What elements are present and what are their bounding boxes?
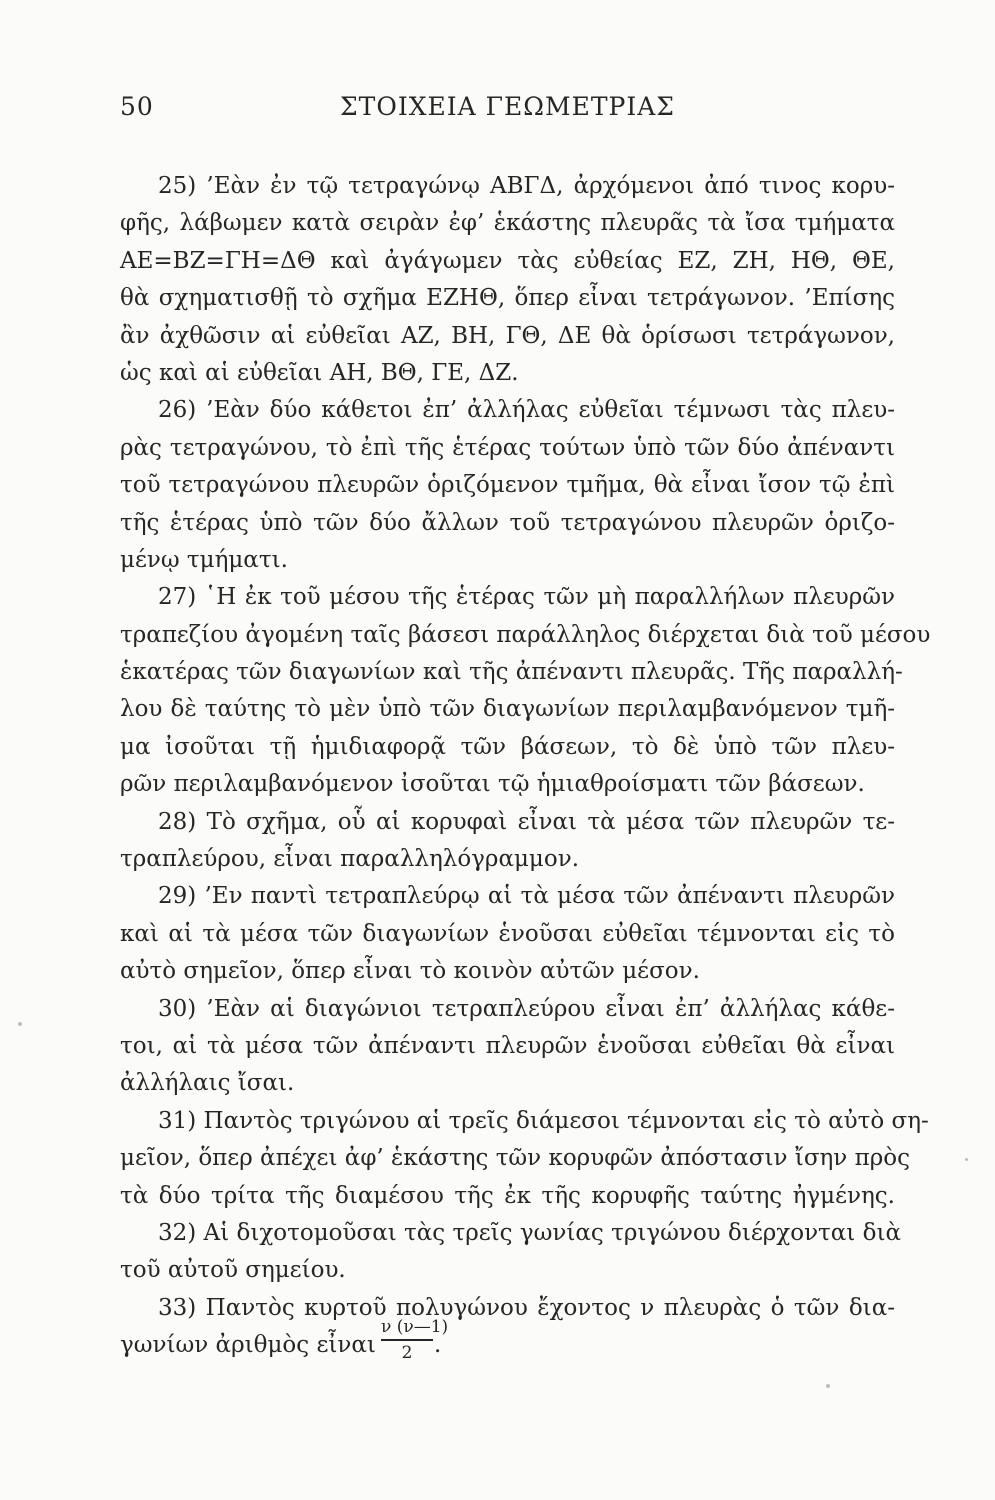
body-text: [120, 168, 931, 1365]
text-line: 28) Τὸ σχῆμα, οὗ αἱ κορυφαὶ εἶναι τὰ μέσα τῶν πλευρῶν τε-: [158, 808, 895, 835]
text-line: 32) Αἱ διχοτομοῦσαι τὰς τρεῖς γωνίας τριγώνου διέρχονται διὰ: [158, 1219, 902, 1246]
text-line: 27) ῾Η ἐκ τοῦ μέσου τῆς ἑτέρας τῶν μὴ παραλλήλων πλευρῶν: [158, 584, 895, 611]
text-line: τοι, αἱ τὰ μέσα τῶν ἀπέναντι πλευρῶν ἑνοῦσαι εὐθεῖαι θὰ εἶναι: [120, 1032, 895, 1059]
text-line: τραπεζίου ἀγομένη ταῖς βάσεσι παράλληλος διέρχεται διὰ τοῦ μέσου: [120, 621, 931, 648]
text-line: 29) ’Εν παντὶ τετραπλεύρῳ αἱ τὰ μέσα τῶν ἀπέναντι πλευρῶν: [158, 883, 895, 910]
text-line: θὰ σχηματισθῇ τὸ σχῆμα ΕΖΗΘ, ὅπερ εἶναι τετράγωνον. ’Επίσης: [120, 285, 895, 312]
text-line: τοῦ τετραγώνου πλευρῶν ὁριζόμενον τμῆμα, θὰ εἶναι ἴσον τῷ ἐπὶ: [120, 472, 895, 499]
text-line: τοῦ αὐτοῦ σημείου.: [120, 1257, 346, 1284]
paper-speck: [826, 1384, 830, 1388]
text-line: ἂν ἀχθῶσιν αἱ εὐθεῖαι ΑΖ, ΒΗ, ΓΘ, ΔΕ θὰ ὁρίσωσι τετράγωνον,: [120, 322, 895, 349]
page-number: 50: [120, 92, 154, 121]
text-line: 31) Παντὸς τριγώνου αἱ τρεῖς διάμεσοι τέμνονται εἰς τὸ αὐτὸ ση-: [158, 1107, 929, 1134]
text-line: ΑΕ=ΒΖ=ΓΗ=ΔΘ καὶ ἀγάγωμεν τὰς εὐθείας ΕΖ, ΖΗ, ΗΘ, ΘΕ,: [120, 247, 895, 274]
page-header: [0, 92, 995, 132]
text-line: ὡς καὶ αἱ εὐθεῖαι ΑΗ, ΒΘ, ΓΕ, ΔΖ.: [120, 359, 519, 386]
text-line: τραπλεύρου, εἶναι παραλληλόγραμμον.: [120, 846, 580, 873]
text-line: 30) ’Εὰν αἱ διαγώνιοι τετραπλεύρου εἶναι ἐπ’ ἀλλήλας κάθε-: [158, 995, 895, 1022]
formula-denominator: 2: [401, 1343, 413, 1364]
text-line: μα ἰσοῦται τῇ ἡμιδιαφορᾷ τῶν βάσεων, τὸ δὲ ὑπὸ τῶν πλευ-: [120, 733, 895, 760]
text-line: ἀλλήλαις ἴσαι.: [120, 1070, 295, 1097]
text-line: μεῖον, ὅπερ ἀπέχει ἀφ’ ἑκάστης τῶν κορυφῶν ἀπόστασιν ἴσην πρὸς: [120, 1145, 910, 1172]
paper-speck: [965, 1158, 968, 1161]
text-line: ἑκατέρας τῶν διαγωνίων καὶ τῆς ἀπέναντι πλευρᾶς. Τῆς παραλλή-: [120, 659, 903, 686]
formula-period: .: [434, 1332, 442, 1359]
text-line: 33) Παντὸς κυρτοῦ πολυγώνου ἔχοντος ν πλευρὰς ὁ τῶν δια-: [158, 1294, 895, 1321]
text-line: ρῶν περιλαμβανόμενον ἰσοῦται τῷ ἡμιαθροίσματι τῶν βάσεων.: [120, 771, 865, 798]
text-line: φῆς, λάβωμεν κατὰ σειρὰν ἐφ’ ἑκάστης πλευρᾶς τὰ ἴσα τμήματα: [120, 210, 895, 237]
paper-speck: [18, 1022, 22, 1026]
text-line: τὰ δύο τρίτα τῆς διαμέσου τῆς ἐκ τῆς κορυφῆς ταύτης ἠγμένης.: [120, 1182, 895, 1209]
formula-numerator: ν (ν—1): [381, 1317, 449, 1338]
formula-line: [120, 1317, 895, 1364]
text-line: τῆς ἑτέρας ὑπὸ τῶν δύο ἄλλων τοῦ τετραγώνου πλευρῶν ὁριζο-: [120, 509, 895, 536]
text-line: λου δὲ ταύτης τὸ μὲν ὑπὸ τῶν διαγωνίων περιλαμβανόμενον τμῆ-: [120, 696, 895, 723]
text-line: καὶ αἱ τὰ μέσα τῶν διαγωνίων ἑνοῦσαι εὐθεῖαι τέμνονται εἰς τὸ: [120, 920, 895, 947]
text-line: 26) ’Εὰν δύο κάθετοι ἐπ’ ἀλλήλας εὐθεῖαι τέμνωσι τὰς πλευ-: [158, 397, 895, 424]
text-line: μένῳ τμήματι.: [120, 546, 288, 573]
fraction-bar: [381, 1339, 433, 1341]
running-title: ΣΤΟΙΧΕΙΑ ΓΕΩΜΕΤΡΙΑΣ: [340, 92, 675, 121]
diagonals-formula: [381, 1317, 449, 1387]
text-line: ρὰς τετραγώνου, τὸ ἐπὶ τῆς ἑτέρας τούτων ὑπὸ τῶν δύο ἀπέναντι: [120, 434, 895, 461]
text-line: γωνίων ἀριθμὸς εἶναι: [120, 1332, 376, 1359]
text-line: αὐτὸ σημεῖον, ὅπερ εἶναι τὸ κοινὸν αὐτῶν μέσον.: [120, 958, 700, 985]
text-line: 25) ’Εὰν ἐν τῷ τετραγώνῳ ΑΒΓΔ, ἀρχόμενοι ἀπό τινος κορυ-: [158, 173, 895, 199]
